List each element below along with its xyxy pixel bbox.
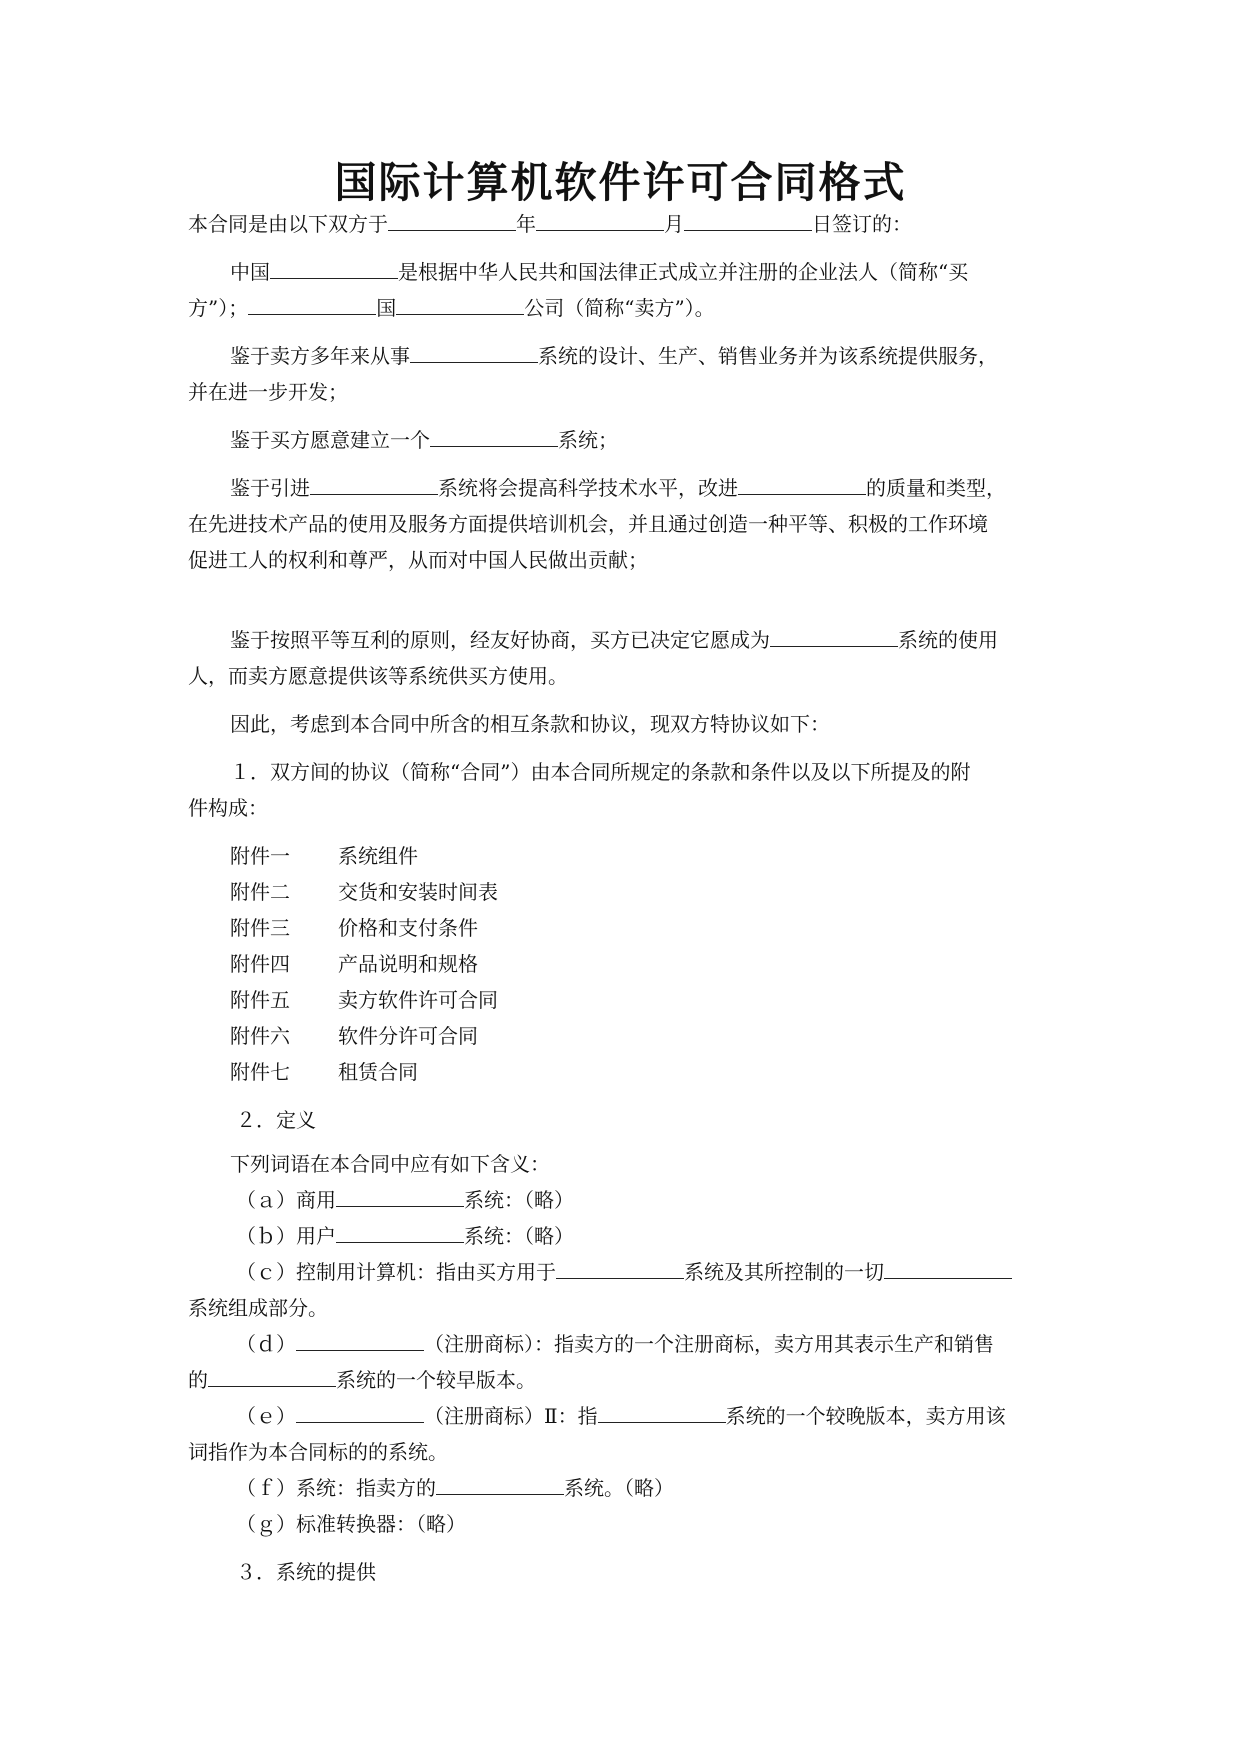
blank-line [884, 1260, 1012, 1279]
party1-text: 是根据中华人民共和国法律正式成立并注册的企业法人（简称“买 [398, 260, 969, 284]
blank-line [410, 344, 538, 363]
definition-text: （ｄ） [236, 1332, 296, 1356]
definition-e [236, 1404, 1006, 1428]
definition-text: 系统：（略） [464, 1188, 574, 1212]
recital-text: 系统的使用 [898, 628, 998, 652]
blank-line [296, 1332, 424, 1351]
blank-line [270, 260, 398, 279]
party2-line [188, 296, 715, 320]
party2-text: 方”）； [188, 296, 249, 320]
party1-line [230, 260, 968, 284]
blank-line [336, 1224, 464, 1243]
annex-code: 附件二 [230, 880, 290, 904]
blank-line [738, 476, 866, 495]
annex-name: 系统组件 [338, 844, 418, 868]
blank-line [770, 628, 898, 647]
blank-line [296, 1404, 424, 1423]
definition-b [236, 1224, 574, 1248]
blank-line [388, 212, 516, 231]
recital1-line [230, 344, 998, 368]
definition-d-cont [188, 1368, 536, 1392]
annex-name: 租赁合同 [338, 1060, 418, 1084]
recital-text: 系统； [558, 428, 618, 452]
recital3-line [230, 476, 1006, 500]
clause2-heading: ２．定义 [236, 1108, 316, 1132]
blank-line [396, 296, 524, 315]
annex-code: 附件五 [230, 988, 290, 1012]
definition-text: （ａ）商用 [236, 1188, 336, 1212]
annex-code: 附件三 [230, 916, 290, 940]
blank-line [684, 212, 812, 231]
annex-name: 卖方软件许可合同 [338, 988, 498, 1012]
intro-line [188, 212, 912, 236]
recital-text: 鉴于卖方多年来从事 [230, 344, 410, 368]
recital3-line3: 促进工人的权利和尊严，从而对中国人民做出贡献； [188, 548, 648, 572]
definition-d [236, 1332, 994, 1356]
definition-e-cont: 词指作为本合同标的的系统。 [188, 1440, 448, 1464]
definition-text: （注册商标）：指卖方的一个注册商标，卖方用其表示生产和销售 [424, 1332, 994, 1356]
definition-text: 系统的一个较晚版本，卖方用该 [725, 1404, 1006, 1428]
recital-text: 鉴于按照平等互利的原则，经友好协商，买方已决定它愿成为 [230, 628, 770, 652]
blank-line [556, 1260, 684, 1279]
blank-line [310, 476, 438, 495]
intro-month: 月 [664, 212, 684, 236]
intro-day: 日签订的： [812, 212, 912, 236]
blank-line [336, 1188, 464, 1207]
recital-text: 系统的设计、生产、销售业务并为该系统提供服务， [538, 344, 998, 368]
definition-text: 的 [188, 1368, 208, 1392]
recital3-line2: 在先进技术产品的使用及服务方面提供培训机会，并且通过创造一种平等、积极的工作环境 [188, 512, 988, 536]
annex-code: 附件一 [230, 844, 290, 868]
recital4-line [230, 628, 998, 652]
clause2-intro: 下列词语在本合同中应有如下含义： [230, 1152, 550, 1176]
definition-c-cont: 系统组成部分。 [188, 1296, 328, 1320]
intro-year: 年 [516, 212, 536, 236]
blank-line [430, 428, 558, 447]
definition-text: 系统及其所控制的一切 [684, 1260, 884, 1284]
annex-code: 附件六 [230, 1024, 290, 1048]
definition-text: 系统的一个较早版本。 [336, 1368, 536, 1392]
recital-text: 鉴于买方愿意建立一个 [230, 428, 430, 452]
blank-line [598, 1404, 726, 1423]
annex-name: 价格和支付条件 [338, 916, 478, 940]
clause1-cont: 件构成： [188, 796, 268, 820]
definition-text: （ｆ）系统：指卖方的 [236, 1476, 436, 1500]
blank-line [208, 1368, 336, 1387]
recital-text: 鉴于引进 [230, 476, 310, 500]
definition-a [236, 1188, 574, 1212]
definition-g: （ｇ）标准转换器：（略） [236, 1512, 466, 1536]
clause3-heading: ３．系统的提供 [236, 1560, 376, 1584]
blank-line [536, 212, 664, 231]
party2-text: 国 [376, 296, 397, 320]
annex-name: 产品说明和规格 [338, 952, 478, 976]
therefore-line: 因此，考虑到本合同中所含的相互条款和协议，现双方特协议如下： [230, 712, 830, 736]
intro-text: 本合同是由以下双方于 [188, 212, 388, 236]
clause1-heading: １．双方间的协议（简称“合同”）由本合同所规定的条款和条件以及以下所提及的附 [230, 760, 971, 784]
party2-text: 公司（简称“卖方”）。 [524, 296, 715, 320]
definition-c [236, 1260, 1012, 1284]
recital4-cont: 人，而卖方愿意提供该等系统供买方使用。 [188, 664, 568, 688]
annex-code: 附件四 [230, 952, 290, 976]
definition-text: （ｂ）用户 [236, 1224, 336, 1248]
recital-text: 的质量和类型， [866, 476, 1006, 500]
recital1-cont: 并在进一步开发； [188, 380, 348, 404]
definition-text: （ｅ） [236, 1404, 296, 1428]
document-title: 国际计算机软件许可合同格式 [334, 158, 907, 207]
definition-text: （注册商标）Ⅱ：指 [424, 1404, 598, 1428]
recital2-line [230, 428, 618, 452]
annex-code: 附件七 [230, 1060, 290, 1084]
definition-f [236, 1476, 674, 1500]
annex-name: 交货和安装时间表 [338, 880, 498, 904]
definition-text: 系统。（略） [564, 1476, 674, 1500]
definition-text: 系统：（略） [464, 1224, 574, 1248]
annex-name: 软件分许可合同 [338, 1024, 478, 1048]
recital-text: 系统将会提高科学技术水平，改进 [438, 476, 738, 500]
party1-text: 中国 [230, 260, 270, 284]
blank-line [248, 296, 376, 315]
definition-text: （ｃ）控制用计算机：指由买方用于 [236, 1260, 556, 1284]
blank-line [436, 1476, 564, 1495]
